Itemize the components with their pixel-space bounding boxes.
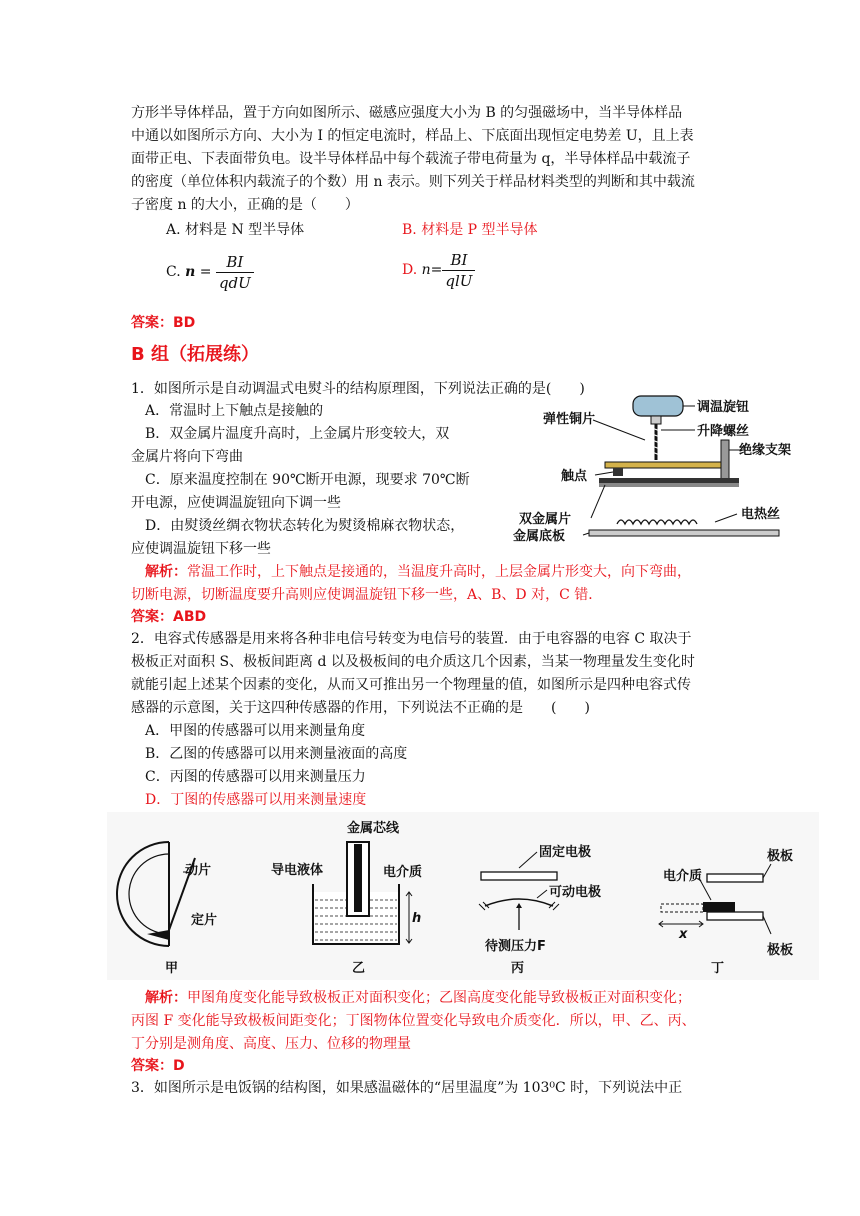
ding-label-dielectric: 电介质 — [663, 869, 703, 884]
q2-analysis-1 — [145, 987, 691, 1009]
jia-label-fixed: 定片 — [191, 913, 218, 928]
section-title: B 组（拓展练） — [131, 344, 259, 365]
iron-label-spring: 弹性铜片 — [543, 412, 596, 427]
q2-analysis-text-1: 甲图角度变化能导致极板正对面积变化；乙图高度变化能导致极板正对面积变化； — [187, 990, 691, 1006]
iron-label-heater: 电热丝 — [741, 507, 781, 522]
q1-option-c-2: 开电源，应使调温旋钮向下调一些 — [131, 495, 341, 511]
q2-analysis-label: 解析： — [145, 990, 187, 1006]
formula-d — [442, 250, 475, 291]
answer-top: 答案：BD — [131, 315, 196, 331]
q1-analysis-text-1: 常温工作时，上下触点是接通的，当温度升高时，上层金属片形变大，向下弯曲， — [187, 564, 691, 580]
iron-label-screw: 升降螺丝 — [697, 424, 750, 439]
option-c-prefix: C. — [166, 264, 186, 280]
iron-label-knob: 调温旋钮 — [697, 400, 750, 415]
yi-label: 乙 — [352, 961, 366, 976]
q2-option-a: A．甲图的传感器可以用来测量角度 — [145, 723, 366, 739]
ding-label: 丁 — [711, 961, 725, 976]
option-a: A. 材料是 N 型半导体 — [166, 222, 305, 238]
q2-stem-4: 感器的示意图，关于这四种传感器的作用，下列说法不正确的是 ( ) — [131, 700, 590, 716]
formula-c-num: BI — [216, 252, 254, 273]
stem-line-4: 的密度（单位体积内载流子的个数）用 n 表示。则下列关于样品材料类型的判断和其中载流 — [131, 174, 695, 190]
q1-analysis-label: 解析： — [145, 564, 187, 580]
formula-c — [216, 252, 254, 293]
stem-line-1: 方形半导体样品，置于方向如图所示、磁感应强度大小为 B 的匀强磁场中，当半导体样品 — [131, 105, 683, 121]
q2-option-c: C．丙图的传感器可以用来测量压力 — [145, 769, 366, 785]
q1-option-b-2: 金属片将向下弯曲 — [131, 449, 243, 465]
iron-label-support: 绝缘支架 — [739, 443, 792, 458]
q1-option-d-2: 应使调温旋钮下移一些 — [131, 541, 271, 557]
yi-label-dielectric: 电介质 — [383, 865, 423, 880]
stem-line-3: 面带正电、下表面带负电。设半导体样品中每个载流子带电荷量为 q，半导体样品中载流子 — [131, 151, 691, 167]
bing-label: 丙 — [511, 961, 525, 976]
option-d-var: n — [421, 262, 431, 278]
iron-label-bimetal: 双金属片 — [519, 512, 572, 527]
q2-answer: 答案：D — [131, 1058, 185, 1074]
formula-d-den: qlU — [445, 271, 473, 290]
q3-stem: 3．如图所示是电饭锅的结构图，如果感温磁体的“居里温度”为 103⁰C 时，下列说法中正 — [131, 1080, 683, 1096]
option-d-eq: = — [430, 262, 443, 278]
ding-label-plate-bottom: 极板 — [767, 943, 794, 958]
q1-stem: 1．如图所示是自动调温式电熨斗的结构原理图，下列说法正确的是( ) — [131, 381, 585, 397]
stem-line-2: 中通以如图所示方向、大小为 I 的恒定电流时，样品上、下底面出现恒定电势差 U，且上表 — [131, 128, 694, 144]
capacitor-sensors-figure — [107, 812, 819, 980]
bing-label-fixed: 固定电极 — [539, 845, 592, 860]
q1-option-b-1: B．双金属片温度升高时，上金属片形变较大，双 — [145, 426, 450, 442]
iron-diagram — [505, 390, 805, 550]
ding-label-x: x — [679, 927, 688, 942]
q2-option-b: B．乙图的传感器可以用来测量液面的高度 — [145, 746, 408, 762]
q1-answer: 答案：ABD — [131, 609, 207, 625]
yi-label-liquid: 导电液体 — [271, 863, 324, 878]
yi-label-h: h — [412, 911, 422, 926]
iron-label-contact: 触点 — [561, 469, 588, 484]
option-c-var: n — [185, 264, 196, 280]
option-c-eq: = — [195, 264, 216, 280]
bing-label-force: 待测压力F — [485, 939, 546, 954]
jia-label: 甲 — [165, 961, 179, 976]
stem-line-5: 子密度 n 的大小，正确的是（ ） — [131, 197, 359, 213]
jia-label-moving: 动片 — [185, 863, 212, 878]
formula-c-den: qdU — [218, 273, 251, 292]
option-d-prefix: D. — [402, 262, 422, 278]
q2-option-d: D．丁图的传感器可以用来测量速度 — [145, 792, 367, 808]
q1-option-d-1: D．由熨烫丝绸衣物状态转化为熨烫棉麻衣物状态， — [145, 518, 465, 534]
q1-analysis-2: 切断电源，切断温度要升高则应使调温旋钮下移一些，A、B、D 对，C 错． — [131, 587, 603, 603]
bing-label-movable: 可动电极 — [549, 885, 602, 900]
formula-d-num: BI — [442, 250, 475, 271]
q1-analysis-1 — [145, 561, 691, 583]
ding-label-plate-top: 极板 — [767, 849, 794, 864]
q2-stem-2: 极板正对面积 S、极板间距离 d 以及极板间的电介质这几个因素，当某一物理量发生变化时 — [131, 654, 695, 670]
option-b: B. 材料是 P 型半导体 — [402, 222, 538, 238]
q1-option-c-1: C．原来温度控制在 90℃断开电源，现要求 70℃断 — [145, 472, 470, 488]
q1-option-a: A．常温时上下触点是接触的 — [145, 403, 324, 419]
q2-stem-3: 就能引起上述某个因素的变化，从而又可推出另一个物理量的值，如图所示是四种电容式传 — [131, 677, 691, 693]
option-d — [402, 248, 475, 292]
q2-stem-1: 2．电容式传感器是用来将各种非电信号转变为电信号的装置．由于电容器的电容 C 取决于 — [131, 631, 692, 647]
q2-analysis-3: 丁分别是测角度、高度、压力、位移的物理量 — [131, 1036, 411, 1052]
q2-analysis-2: 丙图 F 变化能导致极板间距变化；丁图物体位置变化导致电介质变化．所以，甲、乙、丙、 — [131, 1013, 696, 1029]
option-c — [166, 250, 254, 294]
yi-label-core: 金属芯线 — [347, 821, 400, 836]
iron-label-base: 金属底板 — [513, 529, 566, 544]
